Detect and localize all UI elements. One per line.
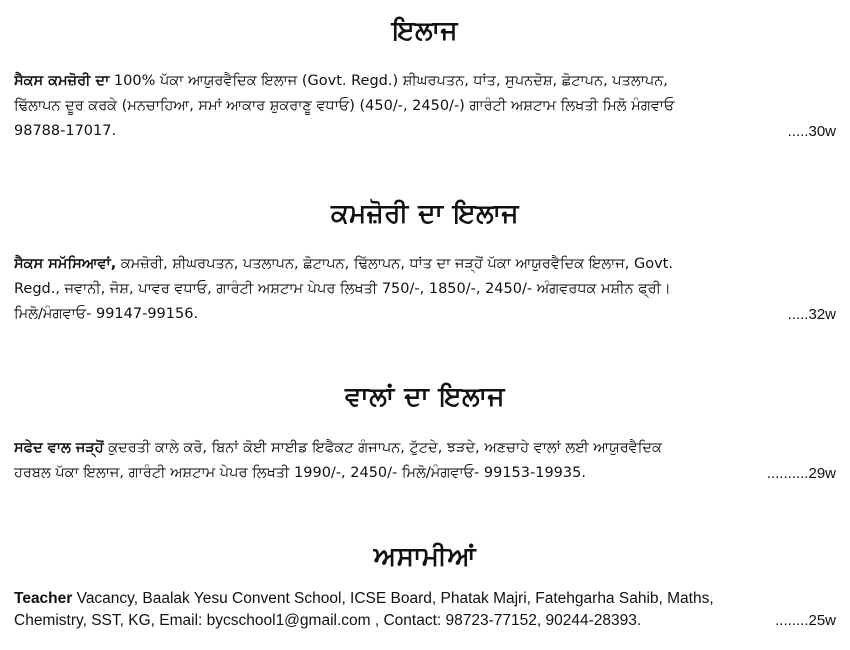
ad-lead: ਸੈਕਸ ਸਮੱਸਿਆਵਾਂ, [14, 256, 117, 272]
section-heading: ਕਮਜ਼ੋਰੀ ਦਾ ਇਲਾਜ [330, 199, 520, 229]
ad-lead: Teacher [14, 590, 73, 607]
ad-line: 100% ਪੱਕਾ ਆਯੁਰਵੈਦਿਕ ਇਲਾਜ (Govt. Regd.) ਸ਼ੀਘਰਪਤਨ, ਧਾਂਤ, ਸੁਪਨਦੋਸ਼, ਛੋਟਾਪਨ, ਪਤਲਾਪਨ, [113, 73, 668, 89]
ad-line: Vacancy, Baalak Yesu Convent School, ICSE Board, Phatak Majri, Fatehgarha Sahib, Maths, [76, 590, 714, 607]
classified-section-treatment [14, 14, 836, 144]
classified-section-weakness [14, 197, 836, 327]
classified-section-hair [14, 380, 836, 486]
ad-line: Chemistry, SST, KG, Email: bycschool1@gmail.com , Contact: 98723-77152, 90244-28393. [14, 612, 642, 629]
ad-line: ਕਮਜ਼ੋਰੀ, ਸ਼ੀਘਰਪਤਨ, ਪਤਲਾਪਨ, ਛੋਟਾਪਨ, ਢਿੱਲਾਪਨ, ਧਾਂਤ ਦਾ ਜੜ੍ਹੋਂ ਪੱਕਾ ਆਯੁਰਵੈਦਿਕ ਇਲਾਜ, Govt. [120, 256, 673, 272]
classified-section-vacancies [14, 540, 836, 632]
ad-text [14, 436, 836, 486]
ad-lead: ਸਫੇਦ ਵਾਲ ਜੜ੍ਹੋਂ [14, 440, 104, 456]
ad-code: ........25w [775, 612, 836, 629]
classified-ad [14, 588, 836, 632]
ad-line: ਕੁਦਰਤੀ ਕਾਲੇ ਕਰੋ, ਬਿਨਾਂ ਕੋਈ ਸਾਈਡ ਇਫੈਕਟ ਗੰਜਾਪਨ, ਟੁੱਟਦੇ, ਝੜਦੇ, ਅਣਚਾਹੇ ਵਾਲਾਂ ਲਈ ਆਯੁਰਵੈਦਿਕ [108, 440, 662, 456]
ad-lead: ਸੈਕਸ ਕਮਜ਼ੋਰੀ ਦਾ [14, 73, 110, 89]
ad-line: 98788-17017. [14, 123, 117, 139]
classified-ad [14, 69, 836, 144]
ad-code: .....30w [787, 123, 836, 140]
ad-text [14, 252, 836, 327]
ad-line: ਢਿੱਲਾਪਨ ਦੂਰ ਕਰਕੇ (ਮਨਚਾਹਿਆ, ਸਮਾਂ ਆਕਾਰ ਸ਼ੁਕਰਾਣੂ ਵਧਾਓ) (450/-, 2450/-) ਗਾਰੰਟੀ ਅਸ਼ਟਾਮ ਲਿਖਤੀ ਮਿਲੋ ਮੰਗਵਾਓ [14, 98, 675, 114]
ad-code: .....32w [787, 306, 836, 323]
classified-ad [14, 436, 836, 486]
section-heading: ਵਾਲਾਂ ਦਾ ਇਲਾਜ [345, 382, 505, 412]
section-heading: ਇਲਾਜ [391, 16, 459, 46]
section-heading: ਅਸਾਮੀਆਂ [373, 542, 477, 572]
ad-text [14, 69, 836, 144]
ad-code: ..........29w [766, 465, 836, 482]
classified-ad [14, 252, 836, 327]
ad-text [14, 588, 836, 632]
ad-line: Regd., ਜਵਾਨੀ, ਜੋਸ਼, ਪਾਵਰ ਵਧਾਓ, ਗਾਰੰਟੀ ਅਸ਼ਟਾਮ ਪੇਪਰ ਲਿਖਤੀ 750/-, 1850/-, 2450/- ਅੰਗਵਰਧਕ ਮਸ਼ੀਨ ਫ੍ਰੀ। [14, 281, 671, 297]
ad-line: ਹਰਬਲ ਪੱਕਾ ਇਲਾਜ, ਗਾਰੰਟੀ ਅਸ਼ਟਾਮ ਪੇਪਰ ਲਿਖਤੀ 1990/-, 2450/- ਮਿਲੋ/ਮੰਗਵਾਓ- 99153-19935. [14, 465, 586, 481]
ad-line: ਮਿਲੋ/ਮੰਗਵਾਓ- 99147-99156. [14, 306, 199, 322]
